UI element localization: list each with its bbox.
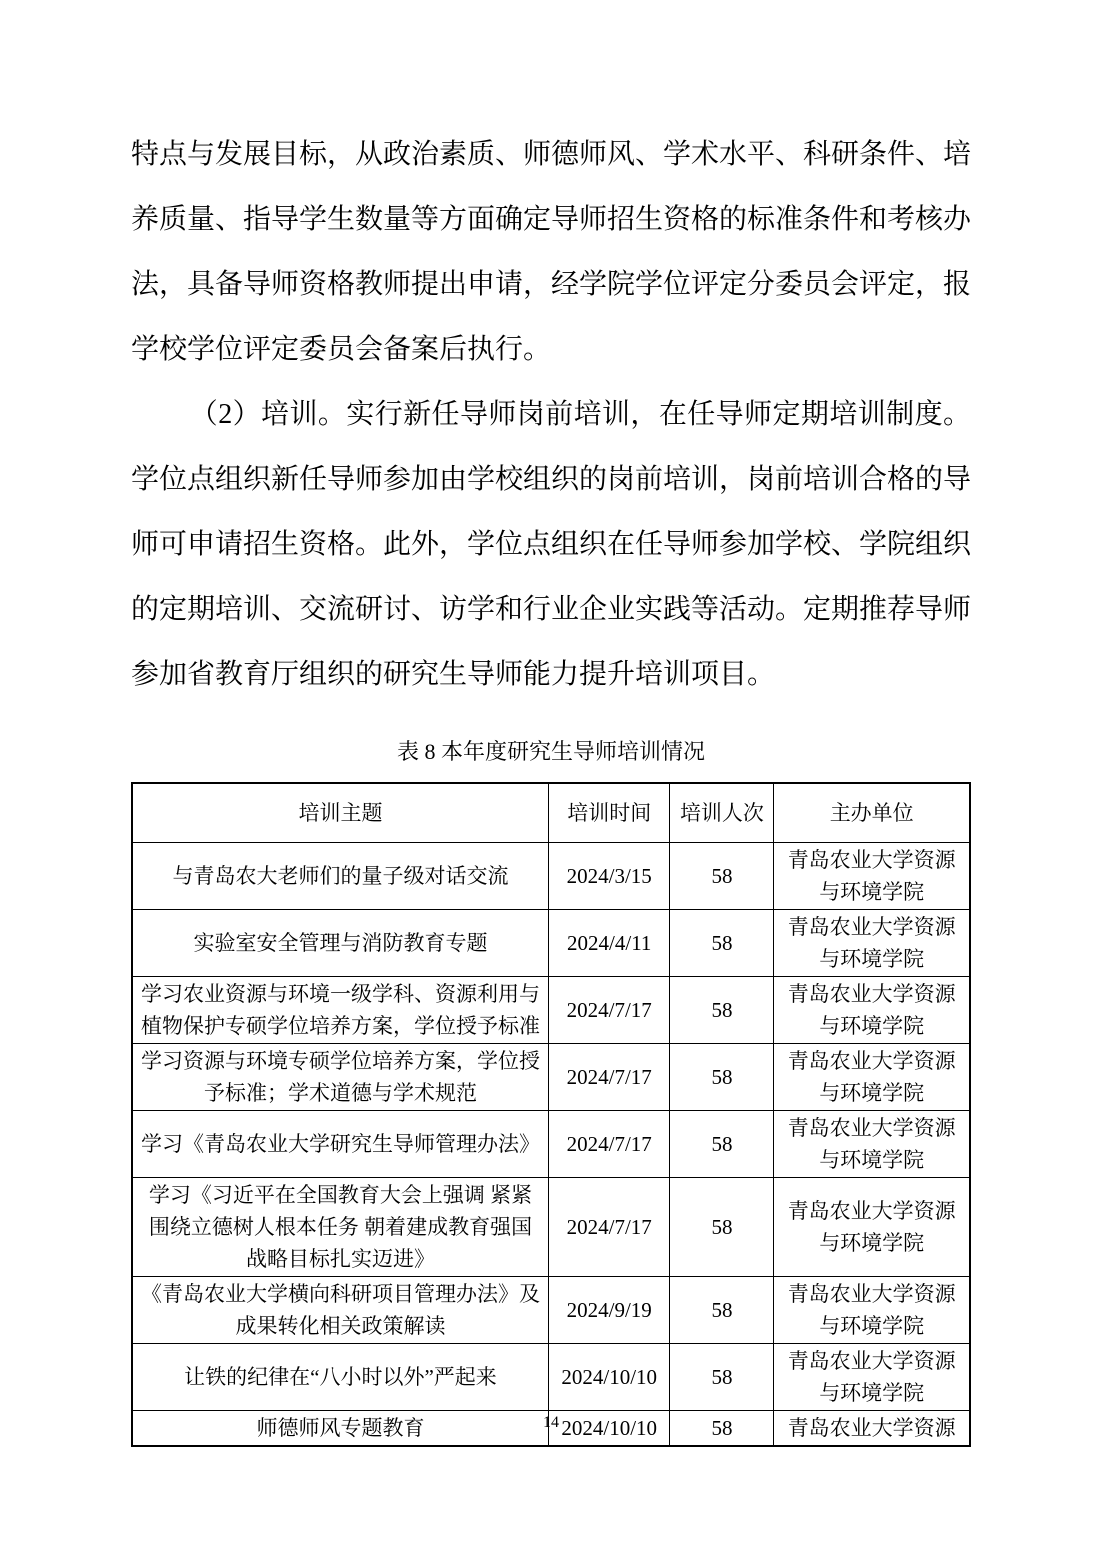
column-header-topic: 培训主题 — [132, 783, 548, 843]
table-row — [132, 1277, 970, 1344]
cell-topic: 学习《青岛农业大学研究生导师管理办法》 — [132, 1111, 548, 1178]
paragraph-training-system: （2）培训。实行新任导师岗前培训，在任导师定期培训制度。学位点组织新任导师参加由学校组织的岗前培训，岗前培训合格的导师可申请招生资格。此外，学位点组织在任导师参加学校、学院组织的定期培训、交流研讨、访学和行业企业实践等活动。定期推荐导师参加省教育厅组织的研究生导师能力提升培训项目。 — [131, 399, 972, 690]
paragraph-assessment-rules: 特点与发展目标，从政治素质、师德师风、学术水平、科研条件、培养质量、指导学生数量等方面确定导师招生资格的标准条件和考核办法，具备导师资格教师提出申请，经学院学位评定分委员会评定，报学校学位评定委员会备案后执行。 — [131, 139, 972, 365]
column-header-count: 培训人次 — [670, 783, 774, 843]
training-table — [131, 782, 971, 1447]
cell-organizer: 青岛农业大学资源与环境学院 — [774, 843, 970, 910]
cell-count: 58 — [670, 1044, 774, 1111]
cell-date: 2024/4/11 — [548, 910, 670, 977]
cell-organizer: 青岛农业大学资源与环境学院 — [774, 1344, 970, 1411]
cell-count: 58 — [670, 977, 774, 1044]
cell-date: 2024/7/17 — [548, 1044, 670, 1111]
cell-topic: 让铁的纪律在“八小时以外”严起来 — [132, 1344, 548, 1411]
cell-count: 58 — [670, 1411, 774, 1447]
cell-date: 2024/9/19 — [548, 1277, 670, 1344]
cell-organizer: 青岛农业大学资源与环境学院 — [774, 1178, 970, 1277]
table-row — [132, 1044, 970, 1111]
table-row — [132, 1111, 970, 1178]
cell-organizer: 青岛农业大学资源与环境学院 — [774, 910, 970, 977]
cell-organizer: 青岛农业大学资源 — [774, 1411, 970, 1447]
cell-date: 2024/7/17 — [548, 1178, 670, 1277]
cell-topic: 与青岛农大老师们的量子级对话交流 — [132, 843, 548, 910]
cell-count: 58 — [670, 1344, 774, 1411]
column-header-organizer: 主办单位 — [774, 783, 970, 843]
cell-topic: 《青岛农业大学横向科研项目管理办法》及成果转化相关政策解读 — [132, 1277, 548, 1344]
page-number: 14 — [543, 1414, 559, 1431]
cell-topic: 学习农业资源与环境一级学科、资源利用与植物保护专硕学位培养方案，学位授予标准 — [132, 977, 548, 1044]
cell-count: 58 — [670, 910, 774, 977]
cell-count: 58 — [670, 1277, 774, 1344]
cell-topic: 学习资源与环境专硕学位培养方案，学位授予标准；学术道德与学术规范 — [132, 1044, 548, 1111]
cell-organizer: 青岛农业大学资源与环境学院 — [774, 1111, 970, 1178]
cell-organizer: 青岛农业大学资源与环境学院 — [774, 977, 970, 1044]
cell-topic: 师德师风专题教育 — [132, 1411, 548, 1447]
cell-date: 2024/7/17 — [548, 977, 670, 1044]
cell-date: 2024/10/10 — [548, 1411, 670, 1447]
cell-count: 58 — [670, 843, 774, 910]
table-header-row — [132, 783, 970, 843]
table-row — [132, 1344, 970, 1411]
column-header-date: 培训时间 — [548, 783, 670, 843]
cell-topic: 实验室安全管理与消防教育专题 — [132, 910, 548, 977]
table-caption: 表 8 本年度研究生导师培训情况 — [396, 739, 705, 764]
table-row — [132, 977, 970, 1044]
table-row — [132, 843, 970, 910]
cell-count: 58 — [670, 1111, 774, 1178]
cell-count: 58 — [670, 1178, 774, 1277]
cell-date: 2024/10/10 — [548, 1344, 670, 1411]
table-row — [132, 1178, 970, 1277]
cell-organizer: 青岛农业大学资源与环境学院 — [774, 1044, 970, 1111]
cell-date: 2024/3/15 — [548, 843, 670, 910]
table-row — [132, 910, 970, 977]
cell-organizer: 青岛农业大学资源与环境学院 — [774, 1277, 970, 1344]
cell-topic: 学习《习近平在全国教育大会上强调 紧紧围绕立德树人根本任务 朝着建成教育强国战略目标扎实迈进》 — [132, 1178, 548, 1277]
cell-date: 2024/7/17 — [548, 1111, 670, 1178]
